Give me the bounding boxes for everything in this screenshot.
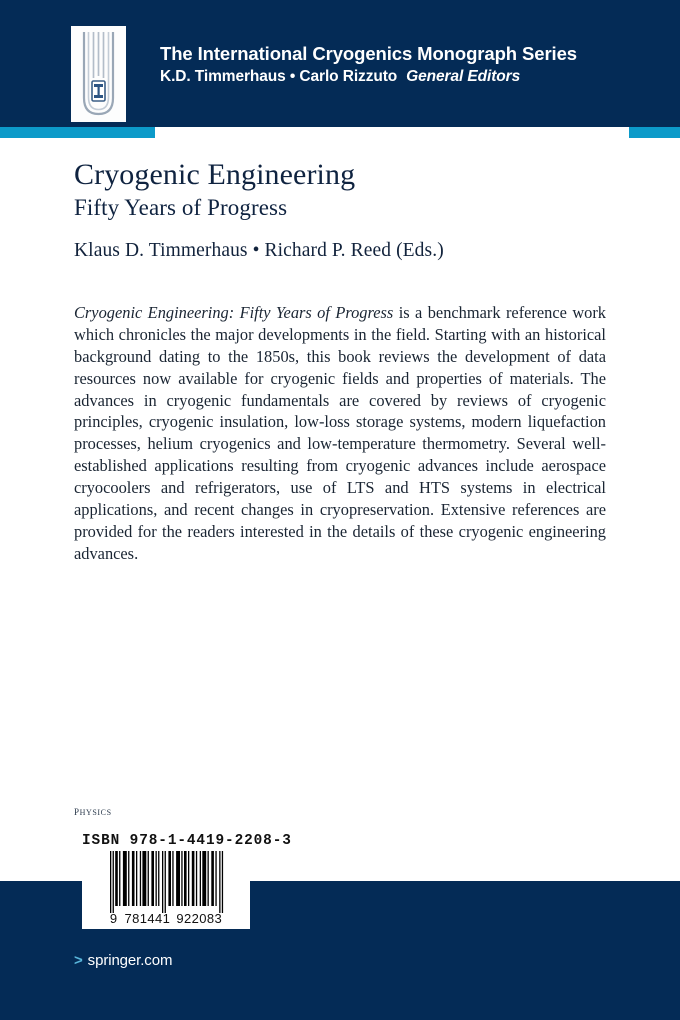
back-cover-blurb xyxy=(74,302,606,565)
barcode-digits-left: 781441 xyxy=(124,911,171,926)
cryostat-test-tube-icon xyxy=(71,26,126,122)
series-editor-role: General Editors xyxy=(406,68,521,86)
accent-bar-right xyxy=(629,127,680,138)
series-title: The International Cryogenics Monograph Series xyxy=(160,43,577,64)
chevron-right-icon: > xyxy=(74,952,83,969)
accent-bar-left xyxy=(0,127,155,138)
springer-url-text: springer.com xyxy=(87,952,173,969)
barcode-icon xyxy=(110,851,226,913)
book-editors: Klaus D. Timmerhaus • Richard P. Reed (Eds.) xyxy=(74,240,444,262)
page-subtitle: Fifty Years of Progress xyxy=(74,194,288,220)
barcode-digits xyxy=(82,911,250,926)
blurb-italic-lead: Cryogenic Engineering: Fifty Years of Progress xyxy=(74,303,394,322)
series-editors-line xyxy=(160,68,630,86)
series-editor-names: K.D. Timmerhaus • Carlo Rizzuto xyxy=(160,68,398,86)
title-block xyxy=(74,158,614,262)
series-text-block xyxy=(160,42,630,86)
page-title: Cryogenic Engineering xyxy=(74,158,356,191)
barcode-digits-right: 922083 xyxy=(176,911,223,926)
blurb-body: is a benchmark reference work which chronicles the major developments in the field. Starting with an historical background dating to the 1850s, this book reviews the development of data resources now available for cryogenic fields and properties of materials. The advances in cryogenic fundamentals are covered by reviews of cryogenic principles, cryogenic insulation, low-loss storage systems, modern liquefaction processes, helium cryogenics and low-temperature thermometry. Several well-established applications resulting from cryogenic advances include aerospace cryocoolers and refrigerators, use of LTS and HTS systems in electrical applications, and recent changes in cryopreservation. Extensive references are provided for the readers interested in the details of these cryogenic engineering advances. xyxy=(74,303,606,563)
springer-link[interactable] xyxy=(74,952,172,969)
barcode-digit-prefix: 9 xyxy=(109,911,118,926)
isbn-text: ISBN 978-1-4419-2208-3 xyxy=(82,833,292,849)
subject-label: physics xyxy=(74,803,112,818)
